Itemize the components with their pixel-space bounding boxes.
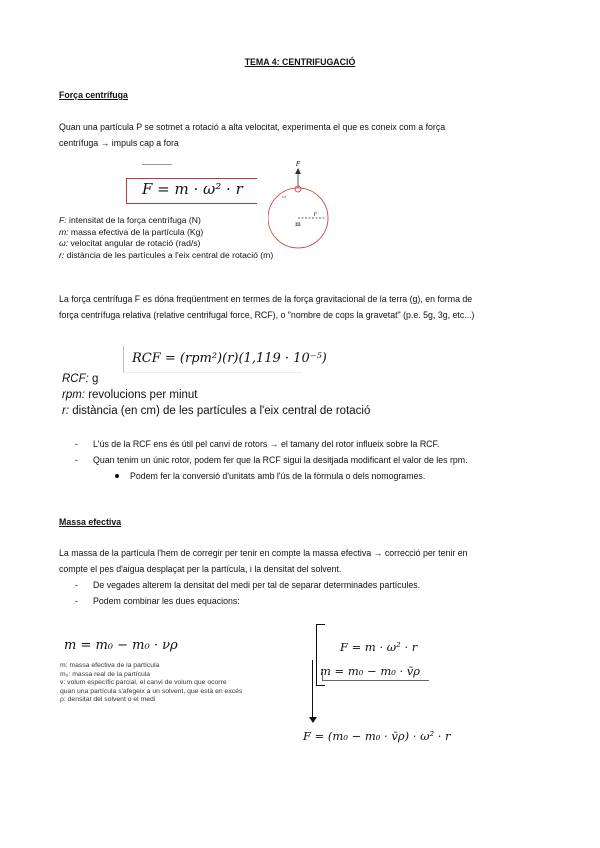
centrifugal-force-formula: F = m · ω² · r — [142, 180, 243, 198]
mass-para-line-2: compte el pes d'aigua desplaçat per la partícula, i la densitat del solvent. — [59, 564, 342, 574]
diagram-omega-label: ω — [282, 194, 287, 200]
bullet-item: - Podem combinar les dues equacions: — [93, 594, 240, 609]
intro-line-1: Quan una partícula P se sotmet a rotació a alta velocitat, experimenta el que es coneix com a força — [59, 122, 446, 132]
combine-arrow-line — [312, 660, 313, 720]
sub-bullet-item: Podem fer la conversió d'unitats amb l'ús de la fòrmula o dels nomogrames. — [130, 471, 426, 481]
small-legend-item: m₀: massa real de la partícula — [60, 670, 151, 678]
diagram-radius-label: r — [313, 211, 317, 218]
rcf-para-line-1: La força centrífuga F es dóna freqüentment en termes de la força gravitacional de la terra (g), en forma de — [59, 294, 473, 304]
rcf-formula: RCF = (rpm²)(r)(1,119 · 10⁻⁵) — [132, 351, 327, 366]
rcf-legend — [62, 371, 370, 419]
small-legend-item: ρ: densitat del solvent o el medi — [60, 696, 156, 703]
mass-equation-variant: m = m₀ − m₀ · v̄ρ — [320, 664, 421, 678]
rcf-legend-item: r: distància (en cm) de les partícules a l'eix central de rotació — [62, 405, 371, 417]
legend-item: ω: velocitat angular de rotació (rad/s) — [59, 238, 201, 248]
bullet-dot-icon — [115, 474, 119, 478]
bullet-item: - L'ús de la RCF ens és útil pel canvi de rotors → el tamany del rotor influeix sobre la RCF. — [93, 437, 439, 452]
small-legend-item: quan una partícula s'afegeix a un solvent, que està en excés — [60, 687, 243, 695]
small-legend-item: ν: volum específic parcial, el canvi de volum que ocorre — [60, 679, 227, 686]
effective-mass-legend — [60, 662, 242, 705]
bullet-item: - Quan tenim un únic rotor, podem fer que la RCF sigui la desitjada modificant el valor de les rpm. — [93, 453, 468, 468]
legend-item: m: massa efectiva de la partícula (Kg) — [59, 226, 204, 237]
arrow-down-icon — [309, 717, 317, 723]
formula-top-mark — [142, 164, 172, 165]
small-legend-item: m: massa efectiva de la partícula — [60, 662, 160, 669]
diagram-mass-label: m — [295, 221, 301, 228]
rcf-legend-item: RCF: g — [62, 373, 99, 385]
rotation-diagram — [268, 160, 358, 250]
diagram-force-label: F — [295, 161, 301, 168]
legend-item: r: distància de les partícules a l'eix central de rotació (m) — [59, 249, 274, 260]
page-title: TEMA 4: CENTRIFUGACIÓ — [244, 57, 356, 67]
section-heading-effective-mass: Massa efectiva — [59, 517, 122, 527]
intro-line-2: centrífuga → impuls cap a fora — [59, 138, 179, 148]
force-legend — [59, 215, 273, 261]
combined-equation: F = (m₀ − m₀ · v̄ρ) · ω² · r — [303, 729, 451, 743]
rcf-legend-item: rpm: revolucions per minut — [62, 389, 198, 401]
force-arrow-head — [295, 168, 301, 174]
bullet-item: - De vegades alterem la densitat del medi per tal de separar determinades partícules. — [93, 578, 420, 593]
force-equation: F = m · ω² · r — [340, 640, 418, 654]
section-heading-centrifugal-force: Força centrífuga — [59, 90, 128, 100]
effective-mass-equation: m = m₀ − m₀ · νρ — [64, 638, 178, 653]
rcf-para-line-2: força centrífuga relativa (relative centrifugal force, RCF), o "nombre de cops la gravetat" (p.e. 5g, 3g, etc...) — [59, 310, 475, 320]
mass-para-line-1: La massa de la partícula l'hem de corregir per tenir en compte la massa efectiva → correcció per tenir en — [59, 548, 468, 558]
legend-item: F: intensitat de la força centrífuga (N) — [59, 215, 201, 225]
